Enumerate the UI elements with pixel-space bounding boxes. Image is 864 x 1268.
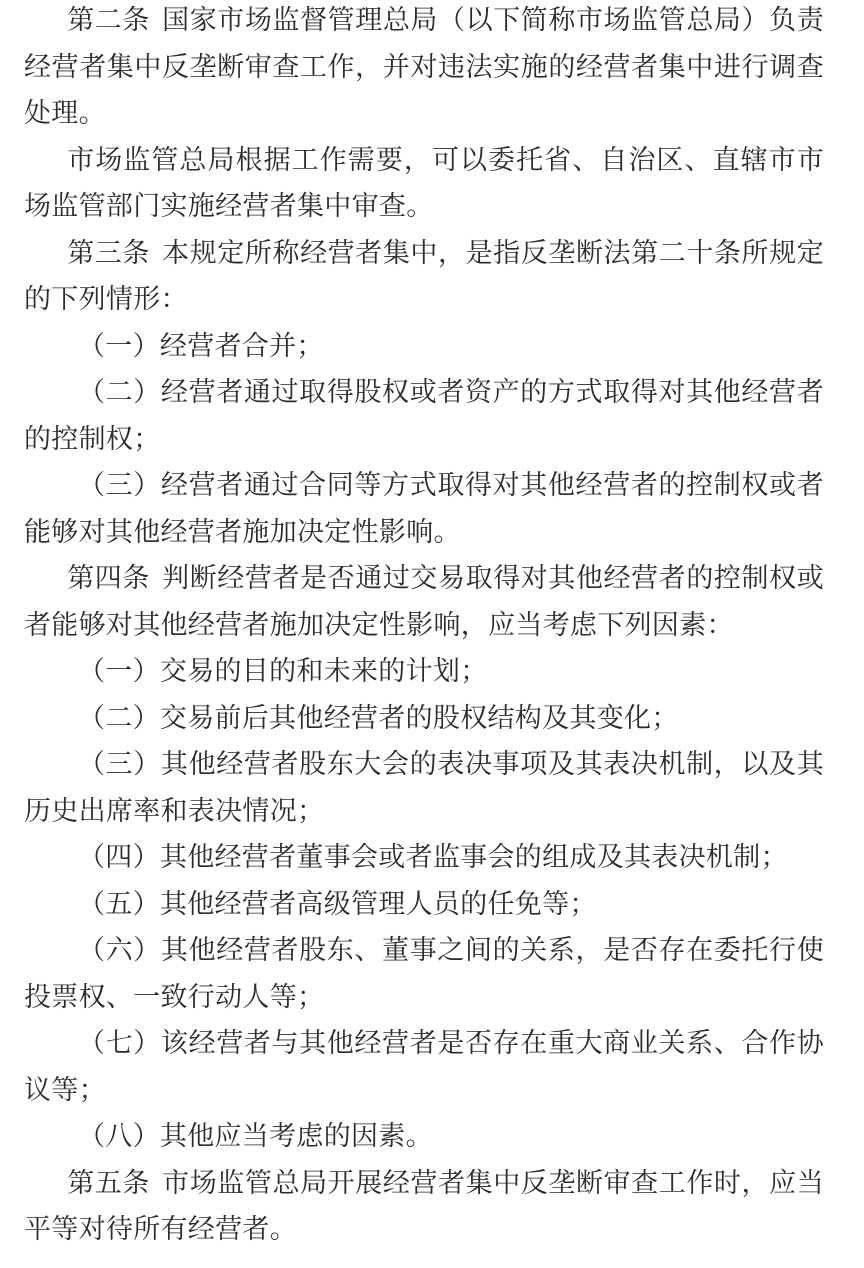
- article-4-item-2: [24, 696, 824, 743]
- item-text: （三）经营者通过合同等方式取得对其他经营者的控制权或者能够对其他经营者施加决定性影响。: [24, 470, 824, 548]
- article-text: 本规定所称经营者集中，是指反垄断法第二十条所规定的下列情形：: [24, 237, 824, 315]
- item-text: （六）其他经营者股东、董事之间的关系，是否存在委托行使投票权、一致行动人等；: [24, 935, 824, 1013]
- article-3-item-3: [24, 463, 824, 556]
- item-text: （一）经营者合并；: [78, 330, 324, 362]
- article-3-item-2: [24, 370, 824, 463]
- article-2: [24, 0, 824, 138]
- article-4: [24, 556, 824, 649]
- item-text: （二）经营者通过取得股权或者资产的方式取得对其他经营者的控制权；: [24, 377, 824, 455]
- article-2-paragraph-2: [24, 138, 824, 231]
- item-text: （二）交易前后其他经营者的股权结构及其变化；: [78, 702, 679, 734]
- article-4-item-4: [24, 835, 824, 882]
- article-3: [24, 231, 824, 324]
- item-text: （五）其他经营者高级管理人员的任免等；: [78, 888, 597, 920]
- item-text: （四）其他经营者董事会或者监事会的组成及其表决机制；: [78, 842, 788, 873]
- item-text: （一）交易的目的和未来的计划；: [78, 656, 488, 687]
- article-text: 判断经营者是否通过交易取得对其他经营者的控制权或者能够对其他经营者施加决定性影响，应当考虑下列因素：: [24, 563, 824, 641]
- document-body: [24, 0, 824, 1254]
- article-4-item-6: [24, 928, 824, 1021]
- item-text: （三）其他经营者股东大会的表决事项及其表决机制，以及其历史出席率和表决情况；: [24, 749, 824, 827]
- article-number: 第三条: [67, 237, 150, 269]
- article-number: 第五条: [67, 1167, 150, 1199]
- article-number: 第二条: [67, 5, 150, 36]
- article-4-item-3: [24, 742, 824, 835]
- article-number: 第四条: [67, 563, 150, 594]
- article-4-item-5: [24, 882, 824, 929]
- article-3-item-1: [24, 324, 824, 371]
- article-text: 市场监管总局根据工作需要，可以委托省、自治区、直辖市市场监管部门实施经营者集中审查。: [24, 144, 824, 222]
- article-4-item-8: [24, 1114, 824, 1161]
- item-text: （八）其他应当考虑的因素。: [78, 1121, 433, 1152]
- article-5: [24, 1161, 824, 1254]
- article-4-item-7: [24, 1021, 824, 1114]
- article-4-item-1: [24, 649, 824, 696]
- article-text: 市场监管总局开展经营者集中反垄断审查工作时，应当平等对待所有经营者。: [24, 1167, 824, 1245]
- item-text: （七）该经营者与其他经营者是否存在重大商业关系、合作协议等；: [24, 1028, 824, 1106]
- article-text: 国家市场监督管理总局（以下简称市场监管总局）负责经营者集中反垄断审查工作，并对违法实施的经营者集中进行调查处理。: [24, 5, 824, 129]
